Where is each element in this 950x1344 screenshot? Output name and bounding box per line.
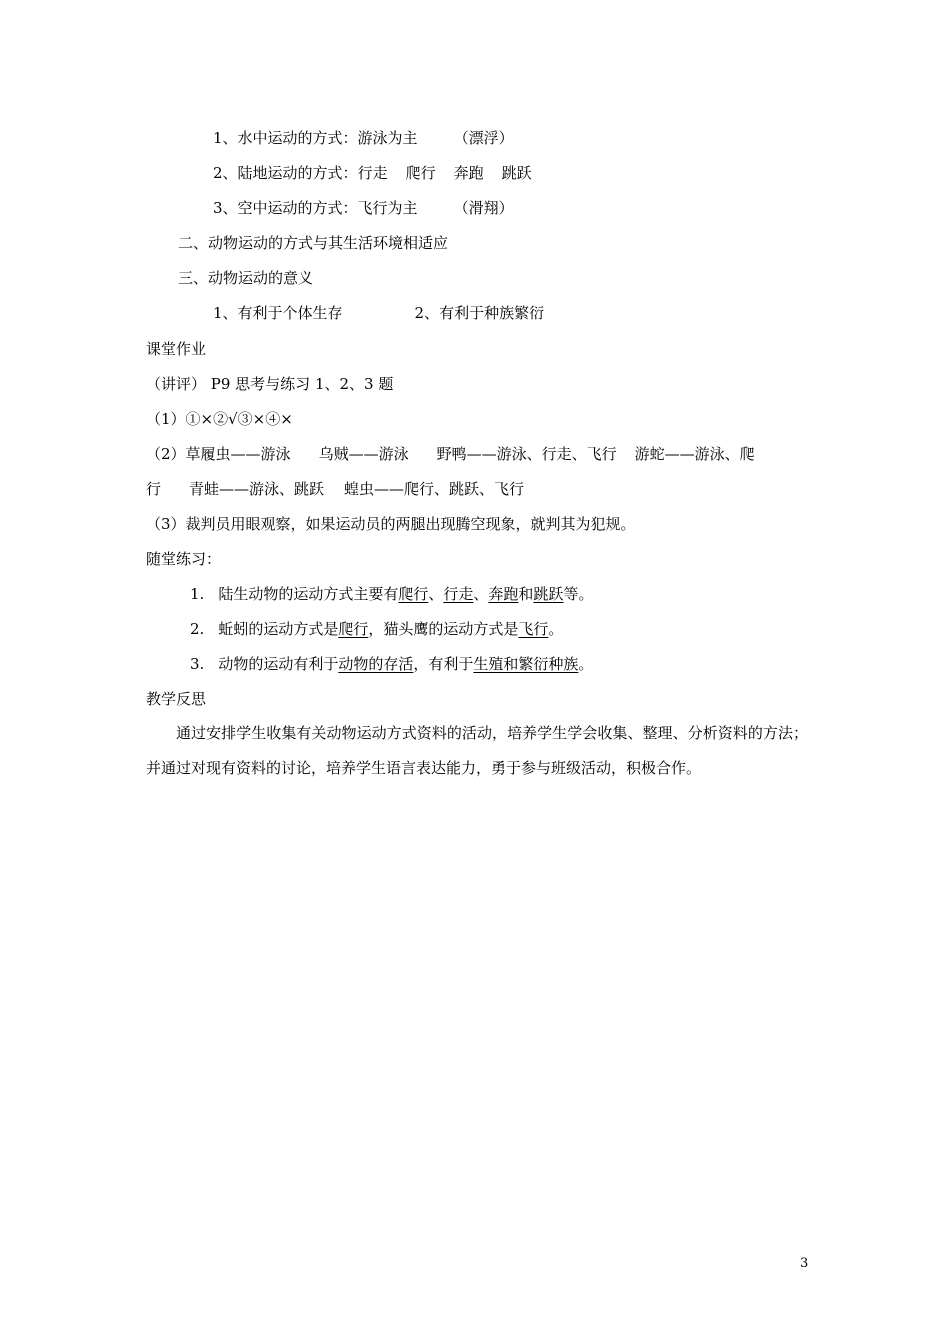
practice-text: 蚯蚓的运动方式是: [218, 620, 339, 638]
practice-num: 3.: [190, 655, 205, 673]
classwork-intro: （讲评） P9 思考与练习 1、2、3 题: [146, 375, 394, 393]
animal-answer: 蝗虫——爬行、跳跃、飞行: [344, 480, 525, 498]
classwork-heading: 课堂作业: [146, 340, 207, 358]
practice-answer: 爬行: [398, 585, 429, 603]
practice-answer: 生殖和繁衍种族: [473, 655, 579, 673]
practice-num: 2.: [190, 620, 205, 638]
practice-text: ，猫头鹰的运动方式是: [368, 620, 519, 638]
outline-item-land: [213, 163, 532, 183]
practice-answer: 奔跑: [488, 585, 519, 603]
outline-item-water: [213, 128, 514, 148]
answer-q2-row2: [146, 479, 524, 499]
practice-heading: 随堂练习：: [146, 550, 222, 568]
practice-text: 。: [578, 655, 594, 673]
practice-text: 和: [518, 585, 534, 603]
section-heading-3: 三、动物运动的意义: [178, 269, 314, 287]
outline-text: 空中运动的方式：飞行为主: [237, 199, 418, 217]
answer-q3: （3）裁判员用眼观察，如果运动员的两腿出现腾空现象，就判其为犯规。: [146, 515, 636, 533]
outline-num: 2、: [213, 164, 238, 182]
answer-q1: （1）①×②√③×④×: [146, 410, 293, 428]
practice-item-3: [190, 654, 593, 674]
outline-note: （漂浮）: [453, 129, 514, 147]
animal-answer: 草履虫——游泳: [185, 445, 291, 463]
animal-answer-cont: 行: [146, 480, 162, 498]
outline-label: 陆地运动的方式：: [237, 164, 358, 182]
practice-text: ，有利于: [413, 655, 474, 673]
practice-num: 1.: [190, 585, 205, 603]
practice-text: 等。: [563, 585, 594, 603]
answer-q2-row1: [146, 444, 755, 464]
outline-item-air: [213, 198, 514, 218]
practice-text: 、: [428, 585, 444, 603]
land-mode: 奔跑: [453, 164, 484, 182]
section-heading-2: 二、动物运动的方式与其生活环境相适应: [178, 234, 449, 252]
outline-note: （滑翔）: [453, 199, 514, 217]
practice-answer: 飞行: [518, 620, 549, 638]
reflection-heading: 教学反思: [146, 690, 207, 708]
page-number: 3: [800, 1256, 809, 1271]
practice-answer: 行走: [443, 585, 474, 603]
land-mode: 行走: [357, 164, 388, 182]
practice-answer: 爬行: [338, 620, 369, 638]
land-mode: 跳跃: [501, 164, 532, 182]
animal-answer: 乌贼——游泳: [318, 445, 409, 463]
practice-answer: 跳跃: [533, 585, 564, 603]
animal-answer: 野鸭——游泳、行走、飞行: [436, 445, 617, 463]
outline-num: 1、: [213, 129, 238, 147]
meaning-items: [213, 303, 544, 323]
outline-text: 水中运动的方式：游泳为主: [237, 129, 418, 147]
practice-item-2: [190, 619, 563, 639]
practice-text: 。: [548, 620, 564, 638]
practice-text: 陆生动物的运动方式主要有: [218, 585, 399, 603]
practice-answer: 动物的存活: [338, 655, 414, 673]
land-mode: 爬行: [405, 164, 436, 182]
outline-num: 3、: [213, 199, 238, 217]
animal-answer: 青蛙——游泳、跳跃: [189, 480, 325, 498]
animal-answer: 游蛇——游泳、爬: [634, 445, 755, 463]
practice-item-1: [190, 584, 593, 604]
meaning-item: 2、有利于种族繁衍: [414, 304, 545, 322]
meaning-item: 1、有利于个体生存: [213, 304, 343, 322]
reflection-text: 通过安排学生收集有关动物运动方式资料的活动，培养学生学会收集、整理、分析资料的方法；并通过对现有资料的讨论，培养学生语言表达能力，勇于参与班级活动，积极合作。: [146, 724, 808, 777]
practice-text: 、: [473, 585, 489, 603]
answer-prefix: （2）: [146, 445, 186, 463]
practice-text: 动物的运动有利于: [218, 655, 339, 673]
